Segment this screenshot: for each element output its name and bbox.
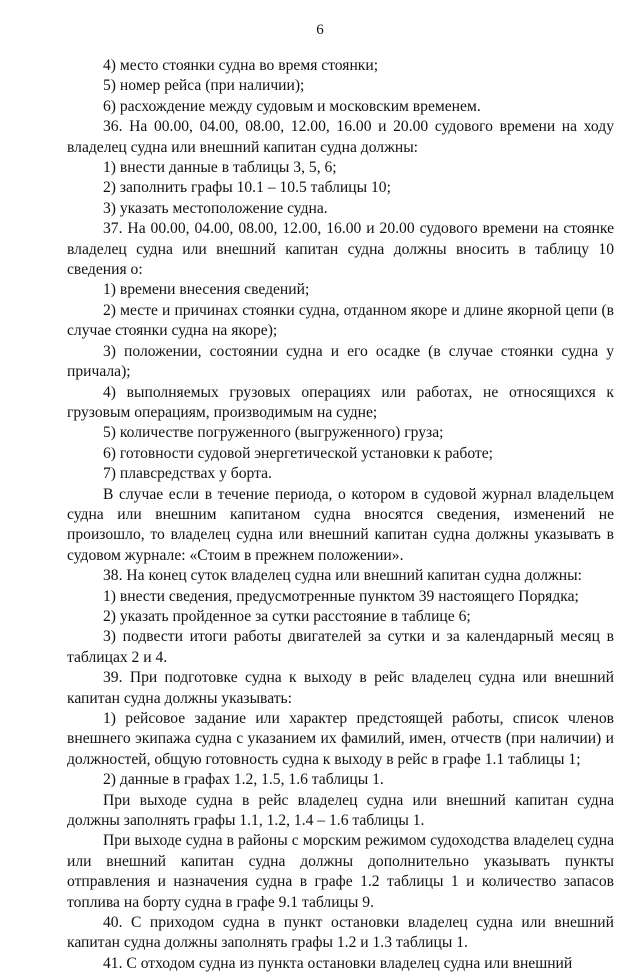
paragraph-2: 5) номер рейса (при наличии);	[103, 77, 305, 95]
page-number: 6	[316, 22, 324, 38]
paragraph-8: 37. На 00.00, 04.00, 08.00, 12.00, 16.00 и 20.00 судового времени на стоянке владелец судна или внешний капитан судна должны вносить в таблицу 10 сведения о:	[67, 220, 614, 279]
paragraph-26: 40. С приходом судна в пункт остановки владелец судна или внешний капитан судна должны заполнять графы 1.2 и 1.3 таблицы 1.	[67, 914, 614, 952]
paragraph-20: 3) подвести итоги работы двигателей за сутки и за календарный месяц в таблицах 2 и 4.	[67, 628, 614, 666]
paragraph-19: 2) указать пройденное за сутки расстояние в таблице 6;	[103, 607, 471, 625]
paragraph-13: 5) количестве погруженного (выгруженного) груза;	[103, 424, 444, 442]
paragraph-17: 38. На конец суток владелец судна или внешний капитан судна должны:	[103, 567, 582, 585]
paragraph-16: В случае если в течение периода, о котором в судовой журнал владельцем судна или внешним капитаном судна вносятся сведения, изменений не произошло, то владелец судна или внешний капитан судна должны указывать в судовом журнале: «Стоим в прежнем положении».	[67, 485, 614, 564]
paragraph-27: 41. С отходом судна из пункта остановки владелец судна или внешний	[103, 954, 573, 972]
paragraph-15: 7) плавсредствах у борта.	[103, 465, 272, 483]
paragraph-25: При выходе судна в районы с морским режимом судоходства владелец судна или внешний капитан судна должны дополнительно указывать пункты отправления и назначения судна в графе 1.2 таблицы 1 и количество запасов топлива на борту судна в графе 9.1 таблицы 9.	[67, 832, 614, 911]
paragraph-21: 39. При подготовке судна к выходу в рейс владелец судна или внешний капитан судна должны указывать:	[67, 669, 614, 707]
paragraph-1: 4) место стоянки судна во время стоянки;	[103, 57, 379, 74]
paragraph-5: 1) внести данные в таблицы 3, 5, 6;	[103, 159, 337, 177]
paragraph-22: 1) рейсовое задание или характер предстоящей работы, список членов внешнего экипажа судна с указанием их фамилий, имен, отчеств (при наличии) и должностей, общую готовность судна к выходу в рейс в графе 1.1 таблицы 1;	[67, 710, 614, 768]
paragraph-23: 2) данные в графах 1.2, 1.5, 1.6 таблицы 1.	[103, 771, 384, 789]
paragraph-3: 6) расхождение между судовым и московским временем.	[103, 97, 481, 115]
paragraph-7: 3) указать местоположение судна.	[103, 199, 328, 217]
paragraph-6: 2) заполнить графы 10.1 – 10.5 таблицы 10;	[103, 179, 391, 197]
paragraph-12: 4) выполняемых грузовых операциях или работах, не относящихся к грузовым операциям, производимым на судне;	[67, 383, 614, 421]
paragraph-18: 1) внести сведения, предусмотренные пунктом 39 настоящего Порядка;	[103, 587, 579, 605]
paragraph-24: При выходе судна в рейс владелец судна или внешний капитан судна должны заполнять графы 1.1, 1.2, 1.4 – 1.6 таблицы 1.	[67, 791, 614, 830]
paragraph-10: 2) месте и причинах стоянки судна, отданном якоре и длине якорной цепи (в случае стоянки судна на якоре);	[67, 301, 614, 340]
paragraph-4: 36. На 00.00, 04.00, 08.00, 12.00, 16.00 и 20.00 судового времени на ходу владелец судна или внешний капитан судна должны:	[67, 118, 614, 156]
paragraph-14: 6) готовности судовой энергетической установки к работе;	[103, 444, 494, 462]
document-body	[67, 56, 614, 974]
paragraph-9: 1) времени внесения сведений;	[103, 281, 310, 299]
paragraph-11: 3) положении, состоянии судна и его осадке (в случае стоянки судна у причала);	[67, 342, 614, 381]
